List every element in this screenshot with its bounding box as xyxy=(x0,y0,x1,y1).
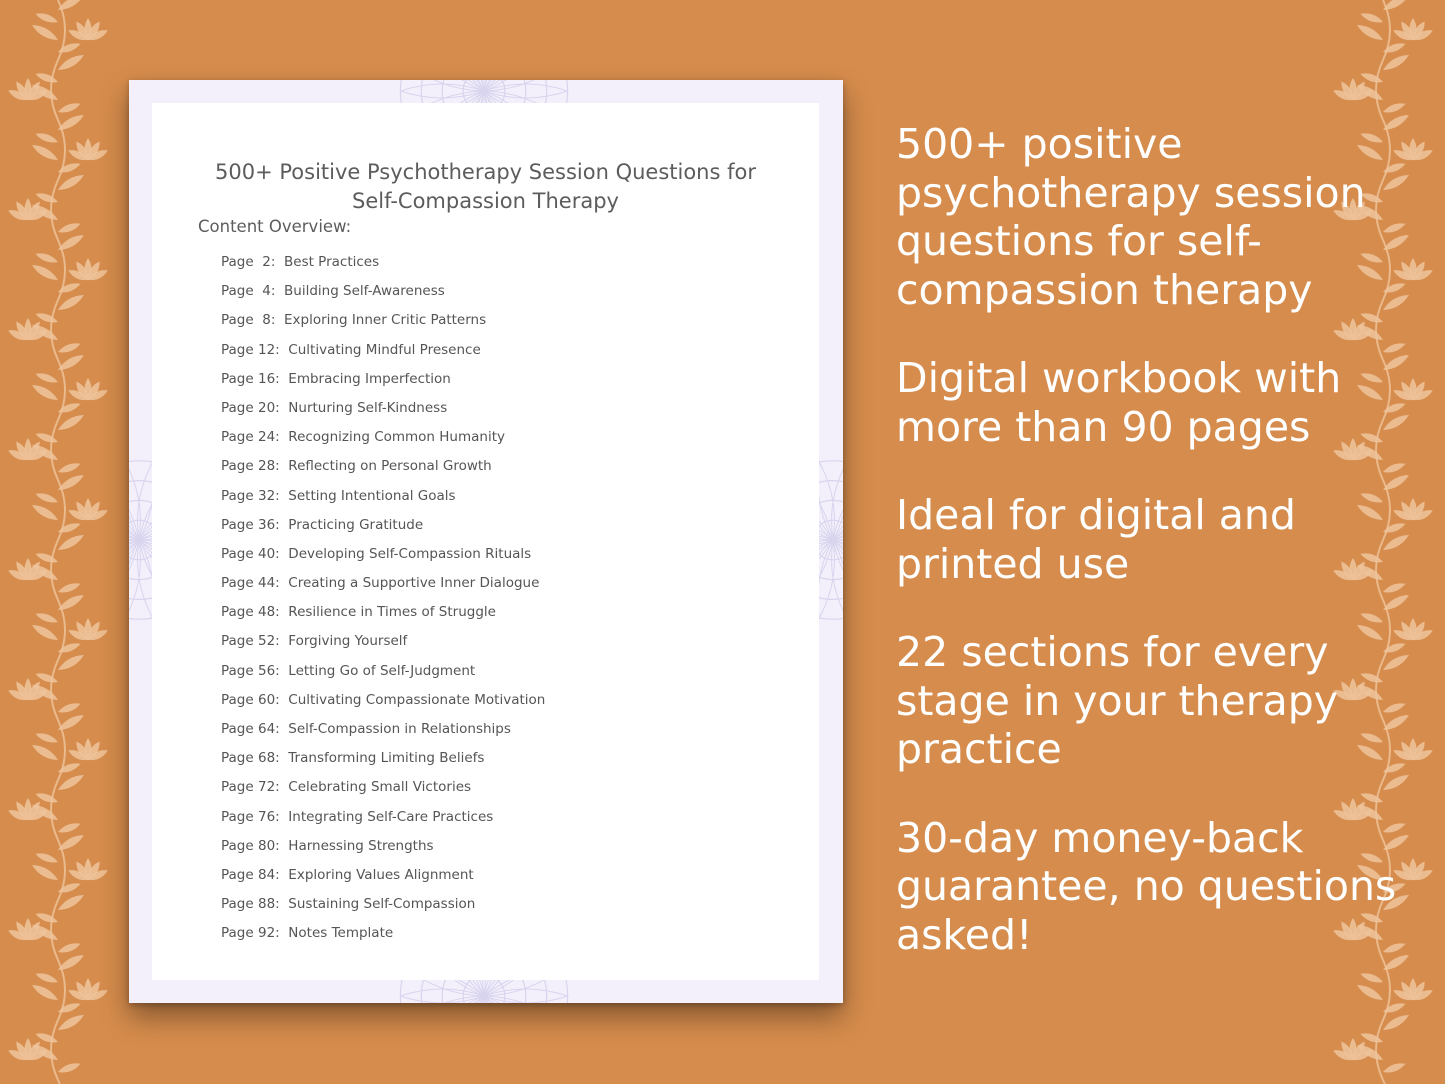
toc-section-title: Reflecting on Personal Growth xyxy=(288,458,492,475)
toc-page-number: Page 92: xyxy=(221,925,280,942)
leaf-icon xyxy=(34,11,59,26)
leaf-icon xyxy=(34,971,59,986)
document-title-line-2: Self-Compassion Therapy xyxy=(352,189,619,213)
toc-page-number: Page 40: xyxy=(221,545,280,562)
toc-item xyxy=(221,575,545,604)
toc-section-title: Integrating Self-Care Practices xyxy=(288,808,494,825)
leaf-icon xyxy=(56,112,86,134)
toc-item xyxy=(221,371,545,400)
toc-item xyxy=(221,809,545,838)
toc-page-number: Page 48: xyxy=(221,604,280,621)
leaf-icon xyxy=(57,821,82,836)
leaf-icon xyxy=(34,131,59,146)
leaf-icon xyxy=(30,862,60,884)
toc-section-title: Celebrating Small Victories xyxy=(288,779,472,796)
toc-section-title: Exploring Inner Critic Patterns xyxy=(284,312,487,329)
toc-page-number: Page 20: xyxy=(221,399,280,416)
leaf-icon xyxy=(1382,101,1407,116)
leaf-icon xyxy=(1359,11,1384,26)
leaf-icon xyxy=(57,941,82,956)
toc-item xyxy=(221,925,545,954)
leaf-icon xyxy=(56,472,86,494)
toc-page-number: Page 60: xyxy=(221,691,280,708)
feature-item: 30-day money-back guarantee, no questions asked! xyxy=(896,813,1397,959)
toc-page-number: Page 24: xyxy=(221,429,280,446)
leaf-icon xyxy=(30,742,60,764)
leaf-icon xyxy=(30,262,60,284)
toc-item xyxy=(221,896,545,925)
toc-page-number: Page 56: xyxy=(221,662,280,679)
leaf-icon xyxy=(56,592,86,614)
leaf-icon xyxy=(57,581,82,596)
toc-item xyxy=(221,458,545,487)
toc-item xyxy=(221,721,545,750)
leaf-icon xyxy=(30,502,60,524)
toc-section-title: Exploring Values Alignment xyxy=(288,866,474,883)
toc-item xyxy=(221,254,545,283)
toc-item xyxy=(221,750,545,779)
feature-item: 22 sections for every stage in your therapy practice xyxy=(896,628,1339,773)
toc-section-title: Developing Self-Compassion Rituals xyxy=(288,545,532,562)
document-title-line-1: 500+ Positive Psychotherapy Session Questions for xyxy=(215,160,756,184)
leaf-icon xyxy=(56,232,86,254)
leaf-icon xyxy=(34,851,59,866)
document-page xyxy=(152,103,819,980)
toc-page-number: Page 64: xyxy=(221,721,280,737)
mandala-decoration-right xyxy=(815,460,843,620)
toc-item xyxy=(221,429,545,458)
toc-section-title: Transforming Limiting Beliefs xyxy=(288,750,485,767)
toc-section-title: Creating a Supportive Inner Dialogue xyxy=(288,575,540,592)
toc-item xyxy=(221,342,545,371)
toc-section-title: Building Self-Awareness xyxy=(284,283,445,300)
toc-item xyxy=(221,400,545,429)
toc-page-number: Page 84: xyxy=(221,866,280,883)
leaf-icon xyxy=(34,371,59,386)
leaf-icon xyxy=(30,982,60,1004)
toc-page-number: Page 72: xyxy=(221,779,280,796)
toc-section-title: Notes Template xyxy=(288,925,394,942)
toc-section-title: Recognizing Common Humanity xyxy=(288,429,506,446)
leaf-icon xyxy=(34,611,59,626)
content-overview-label: Content Overview: xyxy=(198,217,352,236)
mandala-decoration-bottom xyxy=(369,977,599,1003)
toc-section-title: Embracing Imperfection xyxy=(288,370,451,387)
toc-page-number: Page 16: xyxy=(221,370,280,387)
toc-item xyxy=(221,488,545,517)
leaf-icon xyxy=(57,701,82,716)
toc-item xyxy=(221,692,545,721)
toc-item xyxy=(221,633,545,662)
leaf-icon xyxy=(30,622,60,644)
toc-section-title: Practicing Gratitude xyxy=(288,516,424,533)
leaf-icon xyxy=(30,382,60,404)
toc-page-number: Page 68: xyxy=(221,750,280,767)
toc-item xyxy=(221,838,545,867)
leaf-icon xyxy=(57,1061,82,1076)
leaf-icon xyxy=(57,101,82,116)
toc-item xyxy=(221,517,545,546)
leaf-icon xyxy=(56,952,86,974)
leaf-icon xyxy=(30,142,60,164)
leaf-icon xyxy=(1355,22,1385,44)
toc-section-title: Resilience in Times of Struggle xyxy=(288,604,496,621)
leaf-icon xyxy=(34,491,59,506)
toc-item xyxy=(221,312,545,341)
toc-section-title: Cultivating Compassionate Motivation xyxy=(288,691,546,708)
table-of-contents xyxy=(221,254,545,955)
toc-section-title: Sustaining Self-Compassion xyxy=(288,896,476,913)
leaf-icon xyxy=(56,0,86,13)
leaf-icon xyxy=(56,712,86,734)
toc-page-number: Page 32: xyxy=(221,487,280,504)
toc-section-title: Cultivating Mindful Presence xyxy=(288,341,481,358)
toc-page-number: Page 8: xyxy=(221,312,276,329)
toc-page-number: Page 88: xyxy=(221,896,280,913)
toc-section-title: Best Practices xyxy=(284,254,380,270)
toc-section-title: Forgiving Yourself xyxy=(288,633,408,650)
toc-page-number: Page 2: xyxy=(221,254,276,270)
leaf-icon xyxy=(34,731,59,746)
toc-item xyxy=(221,779,545,808)
toc-page-number: Page 12: xyxy=(221,341,280,358)
toc-item xyxy=(221,867,545,896)
toc-page-number: Page 52: xyxy=(221,633,280,650)
toc-item xyxy=(221,546,545,575)
feature-list xyxy=(896,120,1416,999)
toc-section-title: Harnessing Strengths xyxy=(288,837,434,854)
toc-section-title: Nurturing Self-Kindness xyxy=(288,399,448,416)
leaf-icon xyxy=(1382,1061,1407,1076)
toc-page-number: Page 44: xyxy=(221,575,280,592)
toc-page-number: Page 80: xyxy=(221,837,280,854)
toc-item xyxy=(221,663,545,692)
toc-item xyxy=(221,604,545,633)
leaf-icon xyxy=(34,251,59,266)
toc-section-title: Setting Intentional Goals xyxy=(288,487,456,504)
document-title xyxy=(152,158,819,216)
feature-item: 500+ positive psychotherapy session questions for self-compassion therapy xyxy=(896,120,1366,314)
leaf-icon xyxy=(57,221,82,236)
feature-item: Digital workbook with more than 90 pages xyxy=(896,354,1342,451)
toc-section-title: Self-Compassion in Relationships xyxy=(288,721,511,737)
leaf-icon xyxy=(56,832,86,854)
toc-page-number: Page 28: xyxy=(221,458,280,475)
document-preview xyxy=(129,80,843,1003)
toc-page-number: Page 76: xyxy=(221,808,280,825)
feature-item: Ideal for digital and printed use xyxy=(896,491,1296,588)
toc-section-title: Letting Go of Self-Judgment xyxy=(288,662,476,679)
leaf-icon xyxy=(57,461,82,476)
leaf-icon xyxy=(56,352,86,374)
leaf-icon xyxy=(57,341,82,356)
floral-vine-left xyxy=(0,0,120,1084)
toc-page-number: Page 4: xyxy=(221,283,276,300)
leaf-icon xyxy=(1381,0,1411,13)
toc-page-number: Page 36: xyxy=(221,516,280,533)
toc-item xyxy=(221,283,545,312)
leaf-icon xyxy=(30,22,60,44)
